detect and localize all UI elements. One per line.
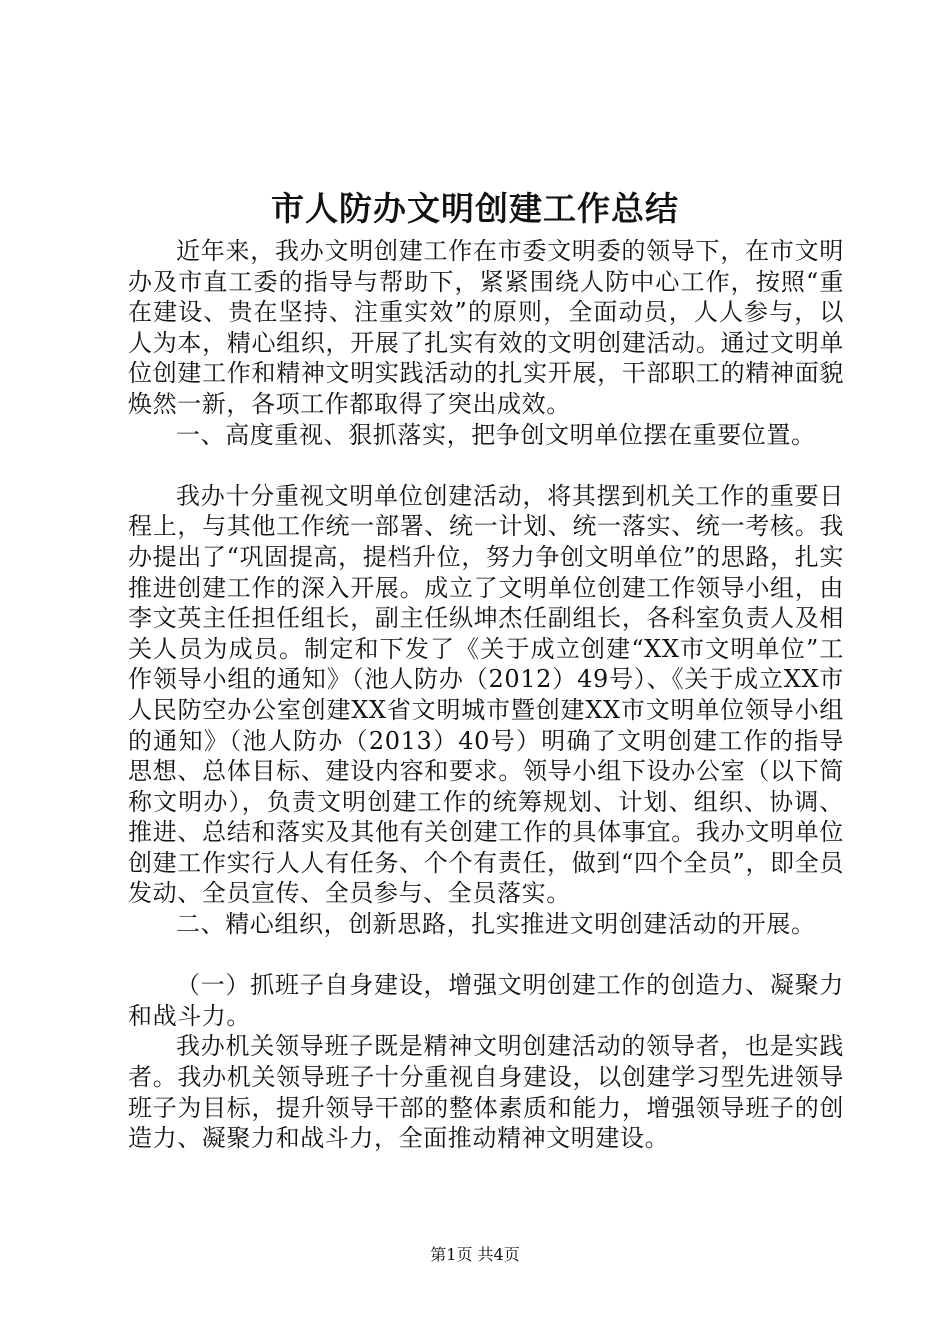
page-footer: 第1页 共4页 bbox=[430, 1245, 520, 1264]
subsection-heading-1: （一）抓班子自身建设，增强文明创建工作的创造力、凝聚力和战斗力。 bbox=[128, 971, 844, 1030]
document-body bbox=[128, 236, 844, 1154]
paragraph-section-1: 我办十分重视文明单位创建活动，将其摆到机关工作的重要日程上，与其他工作统一部署、统一计划、统一落实、统一考核。我办提出了“巩固提高，提档升位，努力争创文明单位”的思路，扎实推进创建工作的深入开展。成立了文明单位创建工作领导小组，由李文英主任担任组长，副主任纵坤杰任副组长，各科室负责人及相关人员为成员。制定和下发了《关于成立创建“XX市文明单位”工作领导小组的通知》（池人防办（2012）49号）、《关于成立XX市人民防空办公室创建XX省文明城市暨创建XX市文明单位领导小组的通知》（池人防办（2013）40号）明确了文明创建工作的指导思想、总体目标、建设内容和要求。领导小组下设办公室（以下简称文明办），负责文明创建工作的统筹规划、计划、组织、协调、推进、总结和落实及其他有关创建工作的具体事宜。我办文明单位创建工作实行人人有任务、个个有责任，做到“四个全员”，即全员发动、全员宣传、全员参与、全员落实。 bbox=[128, 481, 844, 908]
paragraph-intro: 近年来，我办文明创建工作在市委文明委的领导下，在市文明办及市直工委的指导与帮助下，紧紧围绕人防中心工作，按照“重在建设、贵在坚持、注重实效”的原则，全面动员，人人参与，以人为本，精心组织，开展了扎实有效的文明创建活动。通过文明单位创建工作和精神文明实践活动的扎实开展，干部职工的精神面貌焕然一新，各项工作都取得了突出成效。 bbox=[128, 237, 844, 418]
paragraph-subsection-1: 我办机关领导班子既是精神文明创建活动的领导者，也是实践者。我办机关领导班子十分重视自身建设，以创建学习型先进领导班子为目标，提升领导干部的整体素质和能力，增强领导班子的创造力、凝聚力和战斗力，全面推动精神文明建设。 bbox=[128, 1032, 844, 1153]
section-heading-2: 二、精心组织，创新思路，扎实推进文明创建活动的开展。 bbox=[176, 910, 816, 939]
section-heading-1: 一、高度重视、狠抓落实，把争创文明单位摆在重要位置。 bbox=[176, 420, 816, 449]
document-title: 市人防办文明创建工作总结 bbox=[271, 189, 679, 228]
